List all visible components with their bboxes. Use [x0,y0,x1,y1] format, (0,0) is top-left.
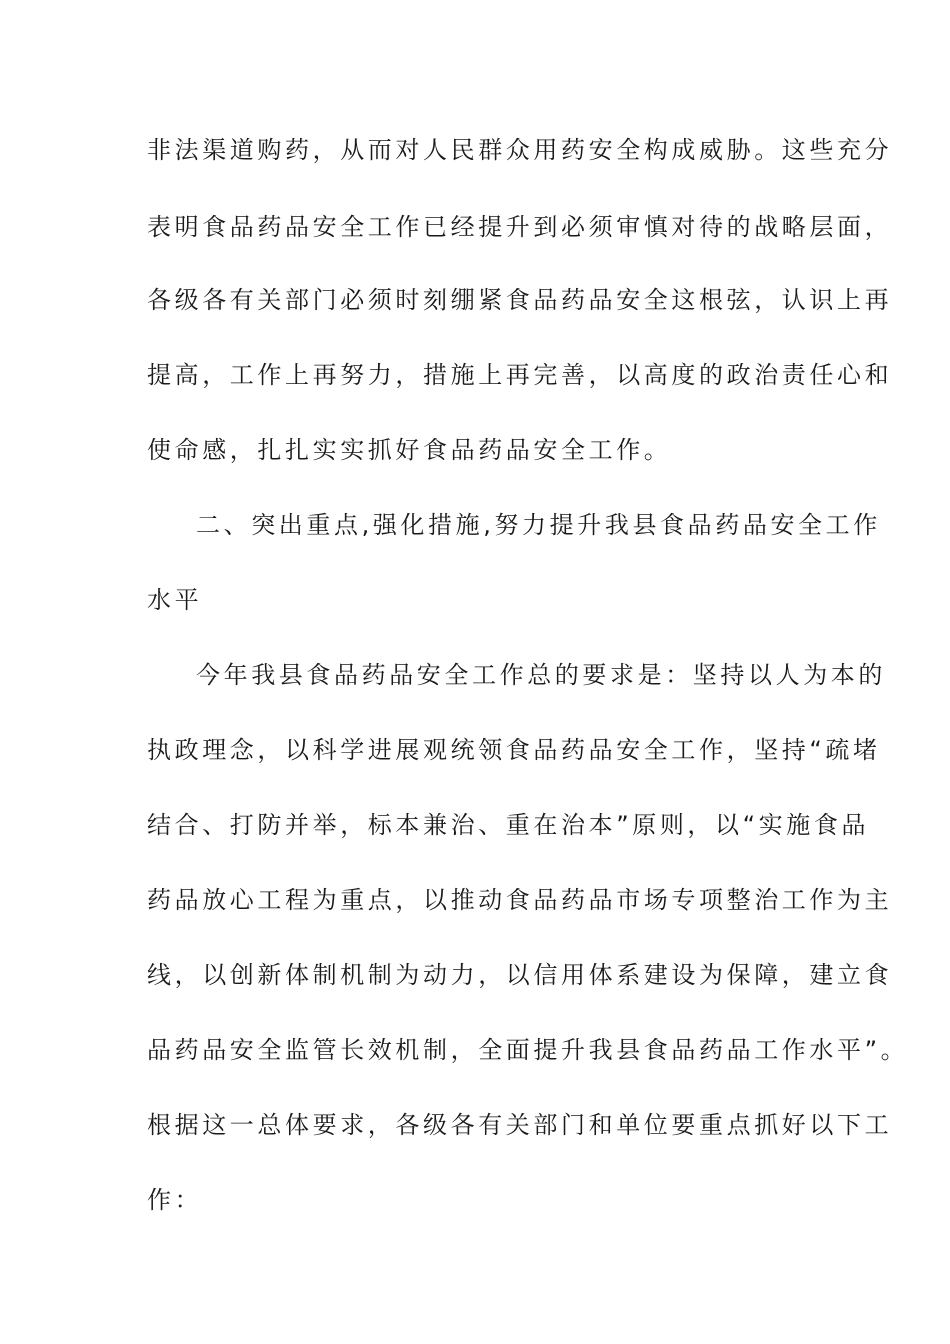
paragraph-line: 今年我县食品药品安全工作总的要求是：坚持以人为本的 [196,661,886,689]
paragraph-line: 提高，工作上再努力，措施上再完善，以高度的政治责任心和 [147,361,893,389]
paragraph-line: 各级各有关部门必须时刻绷紧食品药品安全这根弦，认识上再 [147,286,893,314]
paragraph-line: 使命感，扎扎实实抓好食品药品安全工作。 [147,436,672,464]
paragraph-line: 药品放心工程为重点，以推动食品药品市场专项整治工作为主 [147,886,893,914]
section-heading-line: 水平 [147,586,203,614]
paragraph-line: 表明食品药品安全工作已经提升到必须审慎对待的战略层面， [147,213,893,241]
paragraph-line: 执政理念，以科学进展观统领食品药品安全工作，坚持“疏堵 [147,736,881,764]
paragraph-line: 线，以创新体制机制为动力，以信用体系建设为保障，建立食 [147,961,893,989]
section-heading-line: 二、突出重点,强化措施,努力提升我县食品药品安全工作 [196,511,881,539]
paragraph-line: 作： [147,1186,203,1214]
paragraph-line: 根据这一总体要求，各级各有关部门和单位要重点抓好以下工 [147,1111,893,1139]
paragraph-line: 品药品安全监管长效机制，全面提升我县食品药品工作水平”。 [147,1036,909,1064]
paragraph-line: 非法渠道购药，从而对人民群众用药安全构成威胁。这些充分 [147,136,893,164]
paragraph-line: 结合、打防并举，标本兼治、重在治本”原则，以“实施食品 [147,811,870,839]
